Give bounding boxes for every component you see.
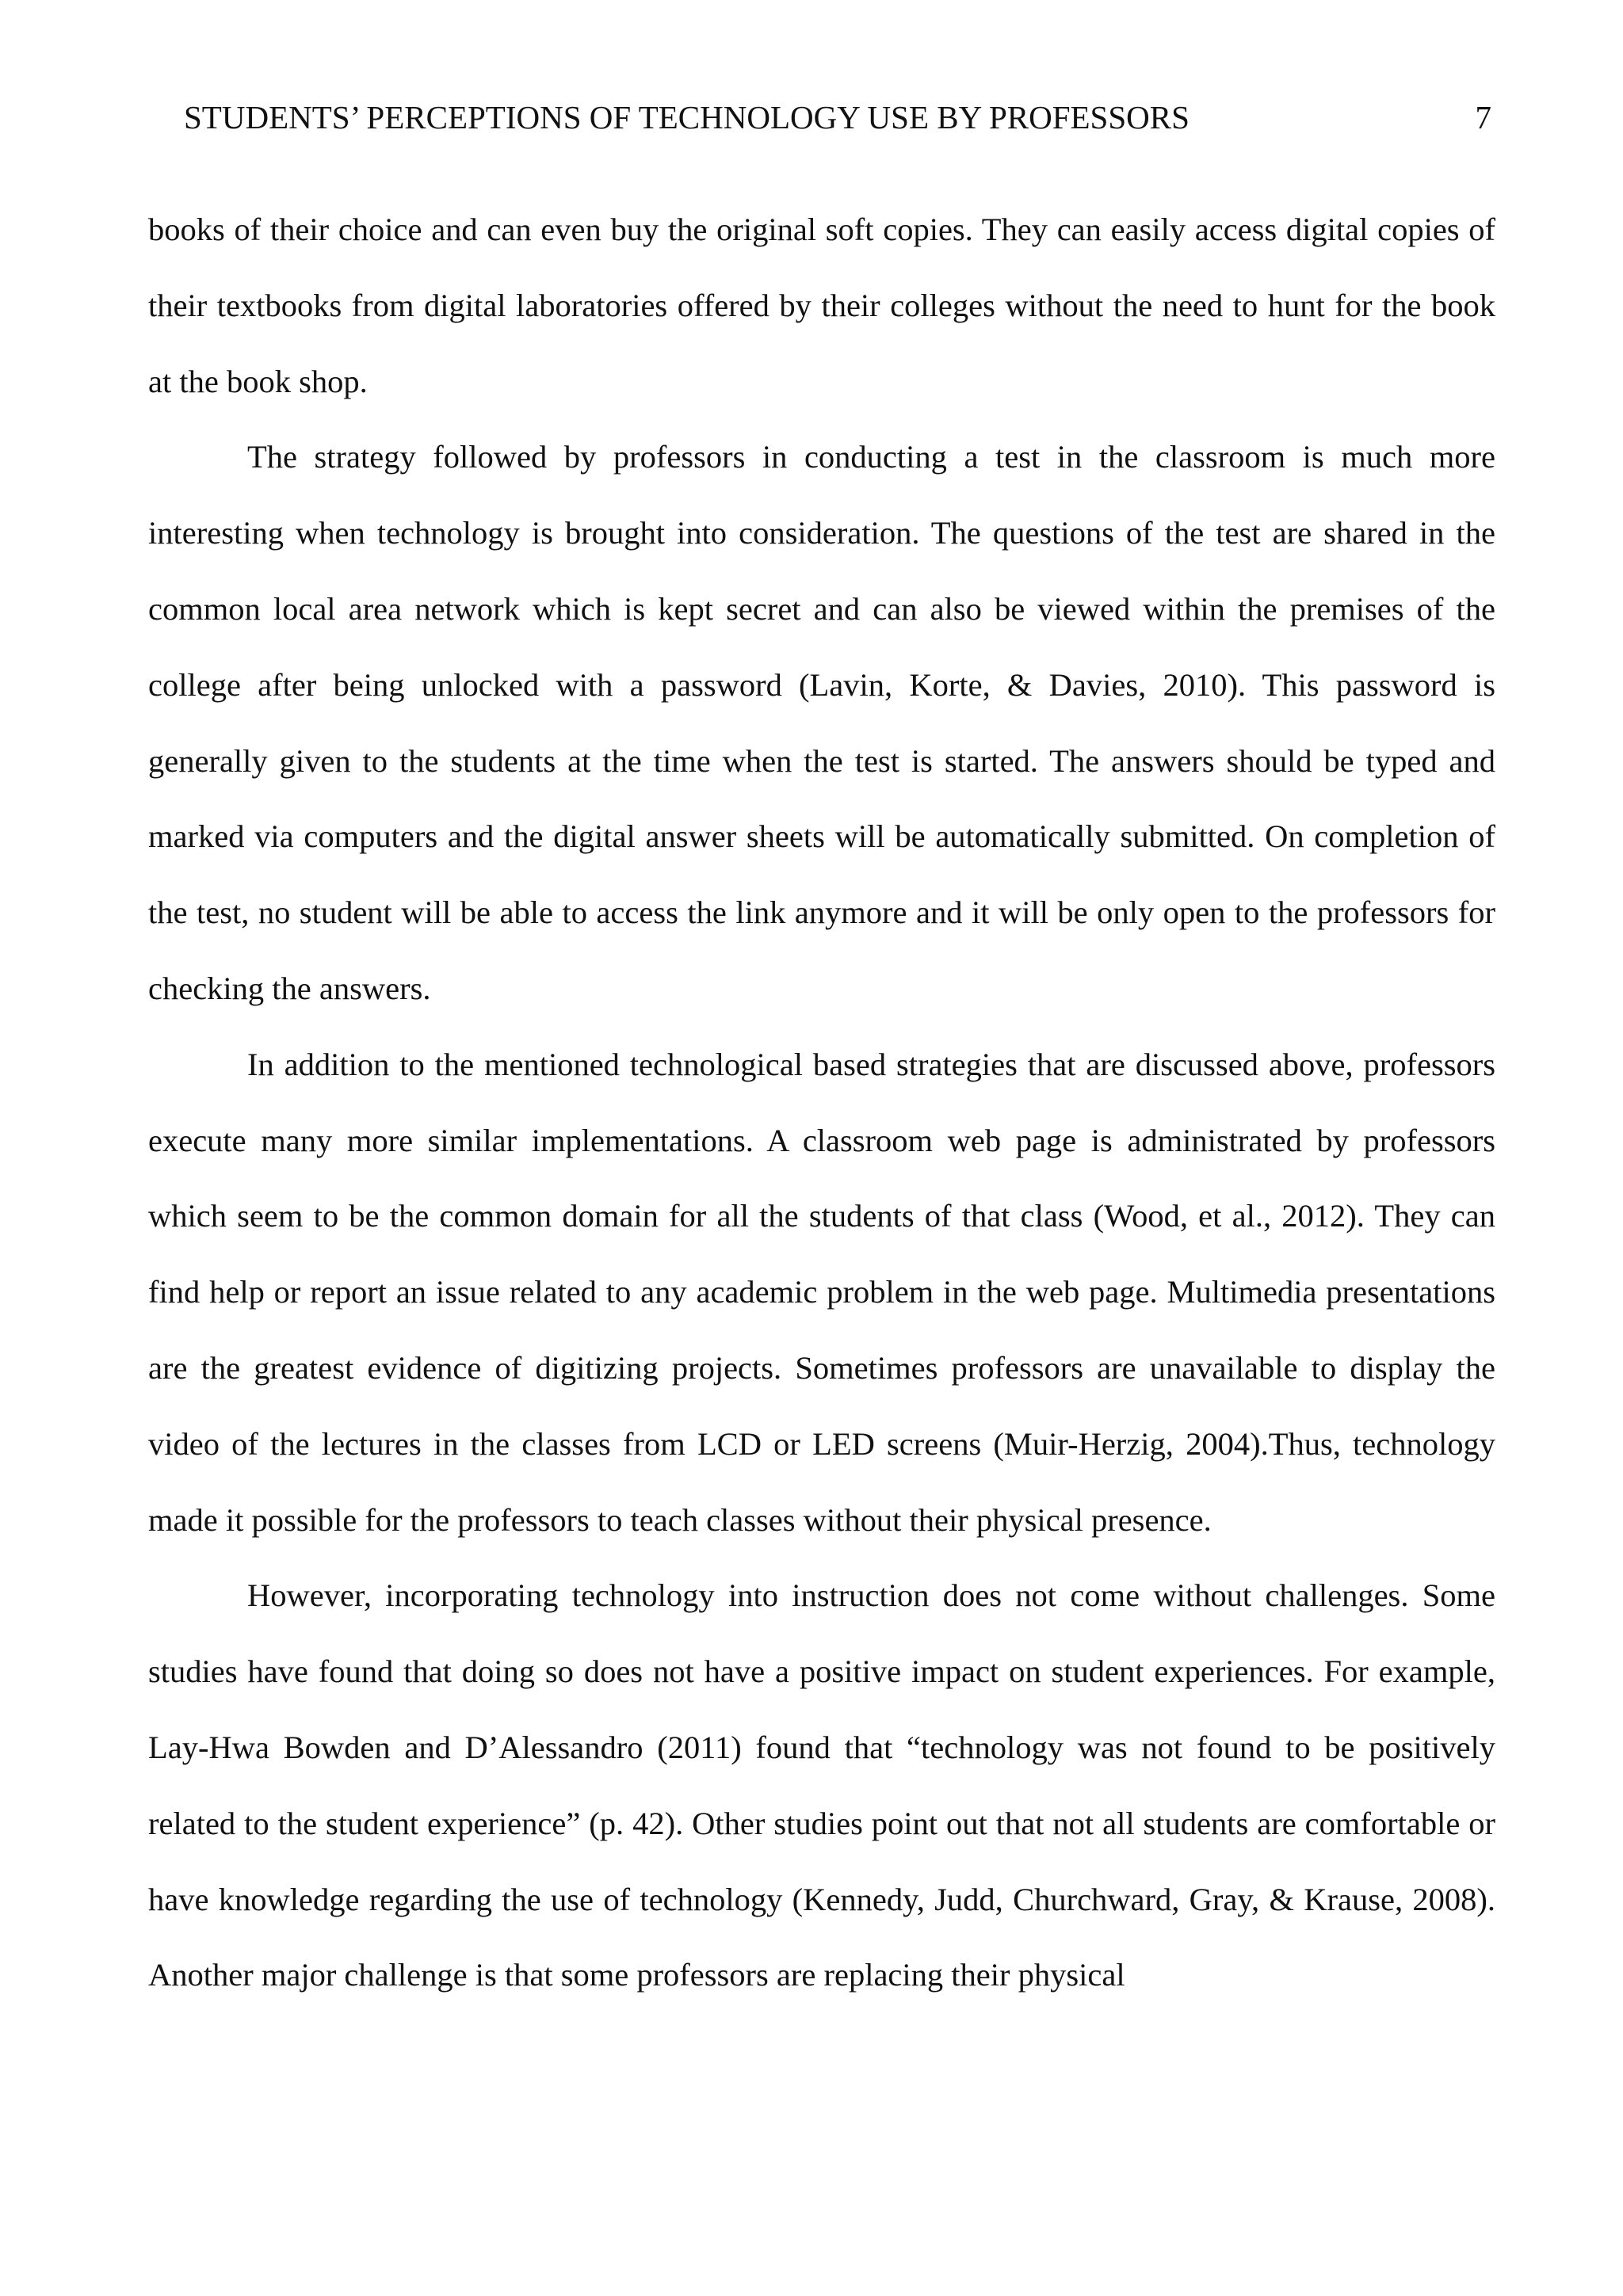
running-head: STUDENTS’ PERCEPTIONS OF TECHNOLOGY USE BY PROFESSORS xyxy=(184,99,1190,135)
paragraph-challenges: However, incorporating technology into instruction does not come without challenges. Some studies have found that doing so does not have a positive impact on student experiences. For example, Lay-Hwa Bowden and D’Alessandro (2011) found that “technology was not found to be positively related to the student experience” (p. 42). Other studies point out that not all students are comfortable or have knowledge regarding the use of technology (Kennedy, Judd, Churchward, Gray, & Krause, 2008). Another major challenge is that some professors are replacing their physical xyxy=(148,1577,1495,1993)
paragraph-continued: books of their choice and can even buy the original soft copies. They can easily access digital copies of their textbooks from digital laboratories offered by their colleges without the need to hunt for the book at the book shop. xyxy=(148,212,1495,399)
page-number: 7 xyxy=(1475,99,1491,135)
paragraph-testing-strategy: The strategy followed by professors in conducting a test in the classroom is much more interesting when technology is brought into consideration. The questions of the test are shared in the common local area network which is kept secret and can also be viewed within the premises of the college after being unlocked with a password (Lavin, Korte, & Davies, 2010). This password is generally given to the students at the time when the test is started. The answers should be typed and marked via computers and the digital answer sheets will be automatically submitted. On completion of the test, no student will be able to access the link anymore and it will be only open to the professors for checking the answers. xyxy=(148,439,1495,1006)
paragraph-additional-implementations: In addition to the mentioned technological based strategies that are discussed above, professors execute many more similar implementations. A classroom web page is administrated by professors which seem to be the common domain for all the students of that class (Wood, et al., 2012). They can find help or report an issue related to any academic problem in the web page. Multimedia presentations are the greatest evidence of digitizing projects. Sometimes professors are unavailable to display the video of the lectures in the classes from LCD or LED screens (Muir-Herzig, 2004).Thus, technology made it possible for the professors to teach classes without their physical presence. xyxy=(148,1046,1495,1538)
body-text xyxy=(148,192,1495,2013)
